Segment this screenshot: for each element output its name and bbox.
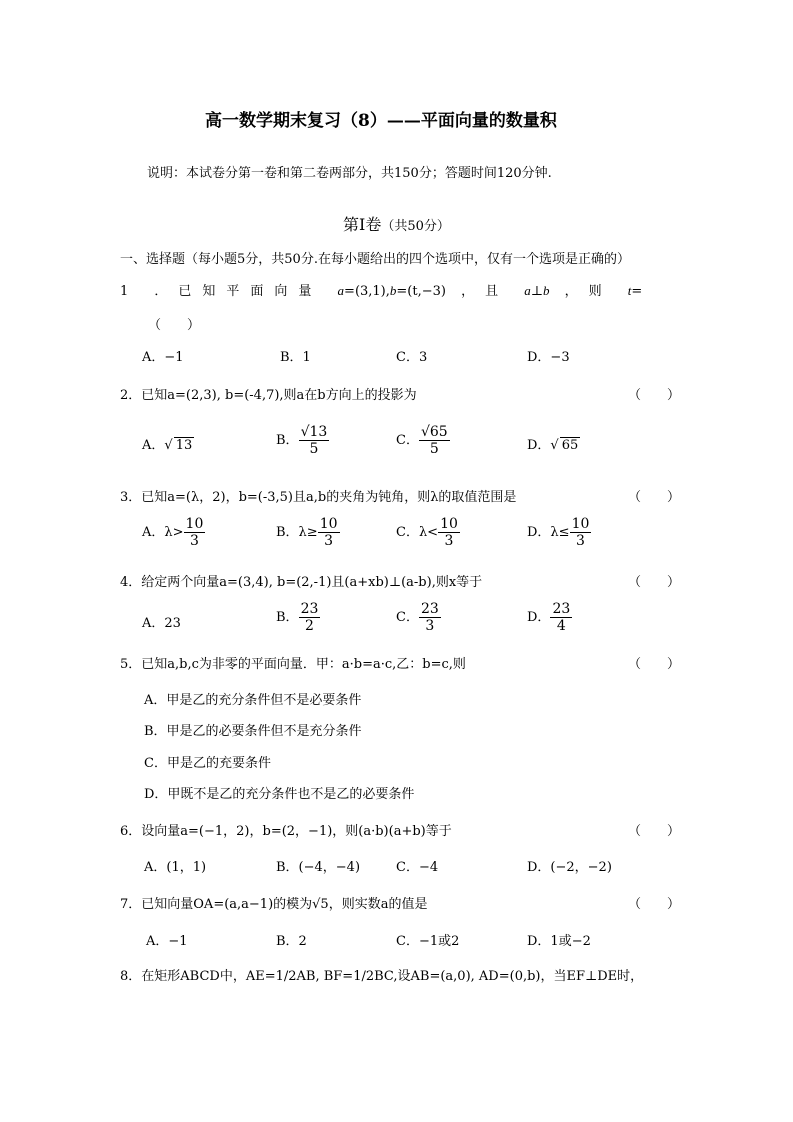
q7-option-a: A．−1 <box>146 934 188 949</box>
q7-option-c: C．−1或2 <box>396 934 460 949</box>
section-heading <box>343 212 450 235</box>
question-3-paren: （ ） <box>628 490 681 505</box>
q4-option-d: D． $\frac{23}{4}$ <box>527 601 571 634</box>
q6-option-a: A．(1，1) <box>144 860 207 875</box>
question-1-paren: （ ） <box>148 318 201 333</box>
question-5-stem: 5．已知a,b,c为非零的平面向量．甲：a·b=a·c,乙：b=c,则 <box>120 657 466 672</box>
q5-option-c: C．甲是乙的充要条件 <box>144 756 271 771</box>
q1-option-b: B．1 <box>280 350 311 365</box>
q4-option-a: A．23 <box>142 616 181 631</box>
question-8-stem: 8．在矩形ABCD中，AE=1/2AB, BF=1/2BC,设AB=(a,0), AD=(0,b)，当EF⊥DE时， <box>120 969 644 984</box>
q5-option-a: A．甲是乙的充分条件但不是必要条件 <box>144 693 362 708</box>
question-6-paren: （ ） <box>628 824 681 839</box>
q3-option-a: A．λ> $\frac{10}{3}$ <box>142 516 204 549</box>
question-1-stem: 1 ．已知平面向量 a=(3,1),b=(t,−3) ，且 a⊥b ，则 t= <box>120 283 654 299</box>
q4-option-b: B． $\frac{23}{2}$ <box>276 601 319 634</box>
question-5-paren: （ ） <box>628 657 681 672</box>
q5-option-b: B．甲是乙的必要条件但不是充分条件 <box>144 724 362 739</box>
q2-option-d: D．√ 65 <box>527 438 579 453</box>
q6-option-d: D．(−2，−2) <box>527 860 612 875</box>
page-title: 高一数学期末复习（8）——平面向量的数量积 <box>205 111 557 131</box>
question-4-stem: 4．给定两个向量a=(3,4), b=(2,-1)且(a+xb)⊥(a-b),则x等于 <box>120 575 483 590</box>
q3-option-b: B．λ≥ $\frac{10}{3}$ <box>276 516 338 549</box>
part-heading: 一、选择题（每小题5分，共50分.在每小题给出的四个选项中，仅有一个选项是正确的） <box>120 252 630 267</box>
q2-option-c: C． $\frac{√65}{5}$ <box>396 424 448 457</box>
question-4-paren: （ ） <box>628 575 681 590</box>
section-points: （共50分） <box>381 219 450 234</box>
q6-option-b: B．(−4，−4) <box>276 860 361 875</box>
exam-note: 说明：本试卷分第一卷和第二卷两部分，共150分；答题时间120分钟. <box>147 166 552 181</box>
question-3-stem: 3．已知a=(λ，2)，b=(-3,5)且a,b的夹角为钝角，则λ的取值范围是 <box>120 490 517 505</box>
question-7-stem: 7．已知向量OA=(a,a−1)的模为√5，则实数a的值是 <box>120 897 428 912</box>
q3-option-c: C．λ< $\frac{10}{3}$ <box>396 516 458 549</box>
question-6-stem: 6．设向量a=(−1，2)，b=(2，−1)，则(a·b)(a+b)等于 <box>120 824 452 839</box>
q1-option-d: D．−3 <box>527 350 570 365</box>
q3-option-d: D．λ≤ $\frac{10}{3}$ <box>527 516 590 549</box>
q4-option-c: C． $\frac{23}{3}$ <box>396 601 439 634</box>
question-2-paren: （ ） <box>628 388 681 403</box>
q5-option-d: D．甲既不是乙的充分条件也不是乙的必要条件 <box>144 787 415 802</box>
q6-option-c: C．−4 <box>396 860 439 875</box>
q1-option-c: C．3 <box>396 350 428 365</box>
q7-option-d: D．1或−2 <box>527 934 591 949</box>
section-title: 第Ⅰ卷 <box>343 215 382 234</box>
q1-option-a: A．−1 <box>142 350 184 365</box>
q7-option-b: B．2 <box>276 934 307 949</box>
question-7-paren: （ ） <box>628 897 681 912</box>
q2-option-a: A．√ 13 <box>142 438 193 453</box>
q2-option-b: B． $\frac{√13}{5}$ <box>276 424 328 457</box>
question-2-stem: 2．已知a=(2,3), b=(-4,7),则a在b方向上的投影为 <box>120 388 417 403</box>
